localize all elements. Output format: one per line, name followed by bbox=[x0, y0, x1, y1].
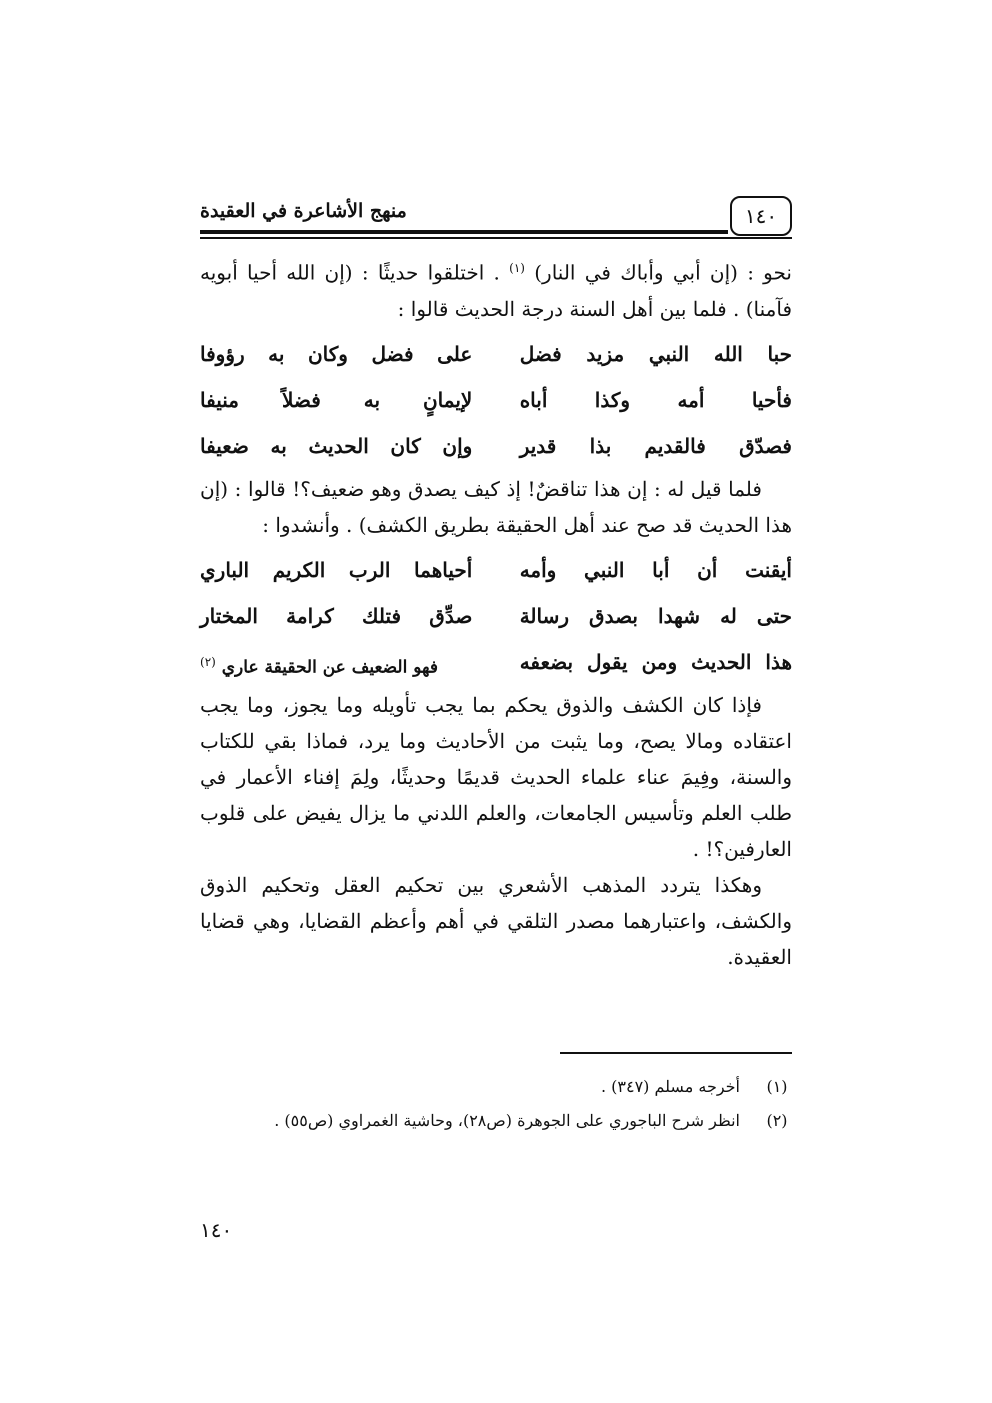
poem-1 bbox=[200, 331, 792, 469]
footnote bbox=[200, 1104, 792, 1138]
verse-second-hemistich bbox=[200, 639, 472, 685]
verse-second-hemistich: أحياهما الرب الكريم الباري bbox=[200, 557, 473, 582]
verse-first-hemistich: فأحيا أمه وكذا أباه bbox=[519, 387, 792, 412]
verse-first-hemistich: أيقنت أن أبا النبي وأمه bbox=[519, 557, 792, 582]
paragraph-2: فلما قيل له : إن هذا تناقضٌ! إذ كيف يصدق وهو ضعيف؟! قالوا : (إن هذا الحديث قد صح عند أهل الحقيقة بطريق الكشف) . وأنشدوا : bbox=[200, 476, 792, 537]
header-page-number: ١٤٠ bbox=[730, 196, 792, 236]
footnote-text: أخرجه مسلم (٣٤٧) . bbox=[600, 1077, 740, 1096]
paragraph-1-rest: . اختلقوا حديثًا : (إن الله أحيا أبويه فآمنا) . فلما بين أهل السنة درجة الحديث قالوا : bbox=[200, 260, 792, 321]
header-rule-thin bbox=[200, 237, 792, 239]
verse-first-hemistich: هذا الحديث ومن يقول بضعفه bbox=[519, 649, 792, 674]
paragraph-1 bbox=[200, 250, 792, 327]
verse-first-hemistich: حبا الله النبي مزيد فضل bbox=[519, 341, 792, 366]
main-text bbox=[200, 250, 792, 975]
verse-line bbox=[200, 377, 792, 423]
paragraph-1-start: نحو : (إن أبي وأباك في النار) bbox=[534, 260, 792, 285]
footnote bbox=[200, 1070, 792, 1104]
verse-second-hemistich-text: فهو الضعيف عن الحقيقة عاري bbox=[221, 657, 438, 678]
running-title: منهج الأشاعرة في العقيدة bbox=[200, 200, 407, 222]
footnote-number: (١) bbox=[766, 1077, 788, 1096]
poem-2 bbox=[200, 547, 792, 685]
footnote-separator bbox=[560, 1052, 792, 1054]
paragraph-3: فإذا كان الكشف والذوق يحكم بما يجب تأويله وما يجوز، وما يجب اعتقاده ومالا يصح، وما يثبت من الأحاديث وما يرد، فماذا بقي للكتاب والسنة، وفِيمَ عناء علماء الحديث قديمًا وحديثًا، ولِمَ إفناء الأعمار في طلب العلم وتأسيس الجامعات، والعلم اللدني ما يزال يفيض على قلوب العارفين؟! . bbox=[200, 692, 793, 861]
verse-second-hemistich: لإيمانٍ به فضلاً منيفا bbox=[200, 387, 473, 412]
header-rule-thick bbox=[200, 230, 728, 234]
footnote-ref-2: (٢) bbox=[200, 654, 216, 669]
verse-line bbox=[200, 547, 792, 593]
verse-first-hemistich: حتى له شهدا بصدق رسالة bbox=[519, 603, 792, 628]
verse-second-hemistich: صدِّق فتلك كرامة المختار bbox=[200, 603, 473, 628]
verse-second-hemistich: وإن كان الحديث به ضعيفا bbox=[200, 433, 473, 458]
paragraph-4: وهكذا يتردد المذهب الأشعري بين تحكيم العقل وتحكيم الذوق والكشف، واعتبارهما مصدر التلقي في أهم وأعظم القضايا، وهي قضايا العقيدة. bbox=[200, 872, 792, 969]
verse-first-hemistich: فصدّق فالقديم بذا قدير bbox=[519, 433, 792, 458]
footnotes bbox=[200, 1070, 792, 1138]
footnote-text: انظر شرح الباجوري على الجوهرة (ص٢٨)، وحاشية الغمراوي (ص٥٥) . bbox=[274, 1111, 740, 1130]
footer-page-number: ١٤٠ bbox=[200, 1218, 233, 1242]
verse-line bbox=[200, 331, 792, 377]
footnote-ref-1: (١) bbox=[509, 261, 525, 275]
verse-second-hemistich: على فضل وكان به رؤوفا bbox=[200, 341, 473, 366]
verse-line bbox=[200, 639, 792, 685]
verse-line bbox=[200, 423, 792, 469]
verse-line bbox=[200, 593, 792, 639]
footnote-number: (٢) bbox=[766, 1111, 788, 1130]
